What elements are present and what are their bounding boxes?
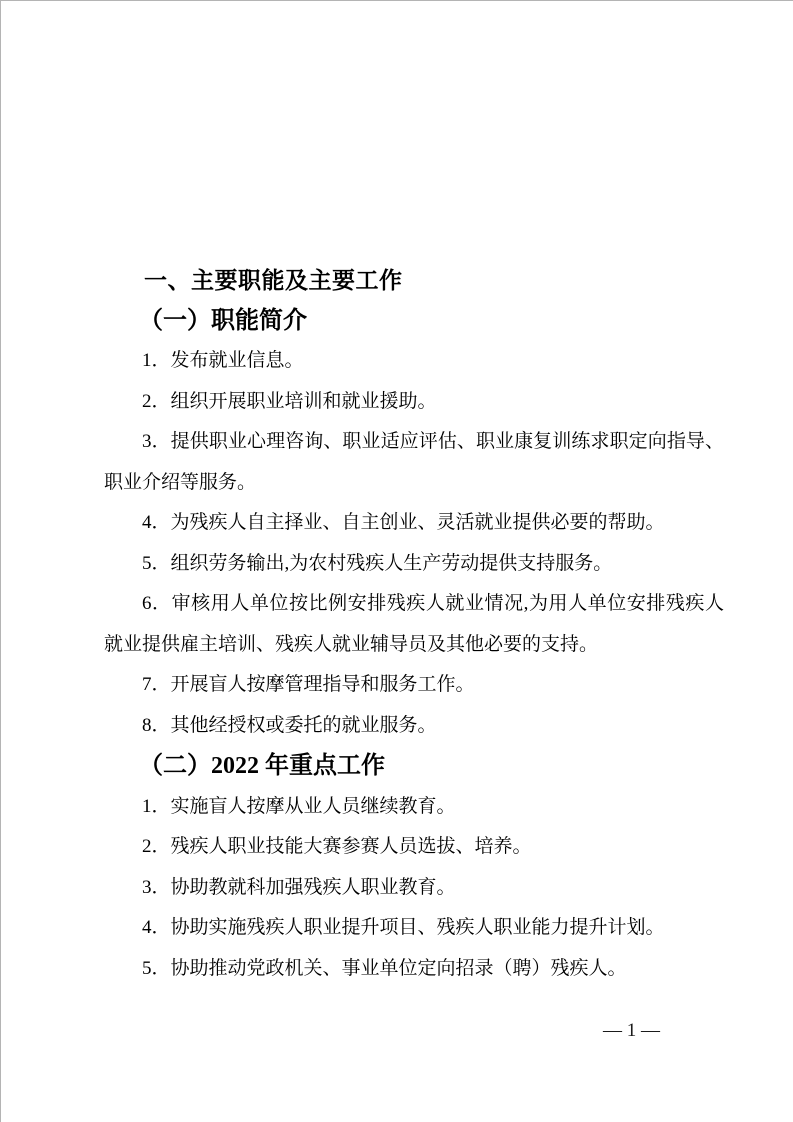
list-item: 2．残疾人职业技能大赛参赛人员选拔、培养。 [142, 836, 532, 857]
list-item: 4．协助实施残疾人职业提升项目、残疾人职业能力提升计划。 [142, 917, 665, 938]
list-item: 3．提供职业心理咨询、职业适应评估、职业康复训练求职定向指导、职业介绍等服务。 [104, 431, 724, 493]
document-body [104, 260, 724, 989]
list-item: 7．开展盲人按摩管理指导和服务工作。 [142, 674, 475, 695]
list-item: 1．实施盲人按摩从业人员继续教育。 [142, 795, 456, 817]
list-item: 2．组织开展职业培训和就业援助。 [142, 390, 437, 412]
list-item: 4．为残疾人自主择业、自主创业、灵活就业提供必要的帮助。 [142, 512, 665, 533]
section-heading-key-work-2022: （二）2022 年重点工作 [139, 753, 385, 779]
list-item: 5．协助推动党政机关、事业单位定向招录（聘）残疾人。 [142, 957, 627, 979]
section-functions [104, 301, 724, 747]
list-item: 5．组织劳务输出,为农村残疾人生产劳动提供支持服务。 [142, 552, 613, 574]
list-item: 1．发布就业信息。 [142, 350, 304, 371]
list-item: 8．其他经授权或委托的就业服务。 [142, 714, 437, 736]
page-number: — 1 — [603, 1020, 660, 1041]
section-key-work-2022 [104, 746, 724, 989]
list-item: 3．协助教就科加强残疾人职业教育。 [142, 876, 456, 898]
section-heading-functions: （一）职能简介 [139, 307, 307, 334]
main-heading: 一、主要职能及主要工作 [144, 267, 403, 293]
list-item: 6．审核用人单位按比例安排残疾人就业情况,为用人单位安排残疾人就业提供雇主培训、残疾人就业辅导员及其他必要的支持。 [104, 593, 724, 655]
